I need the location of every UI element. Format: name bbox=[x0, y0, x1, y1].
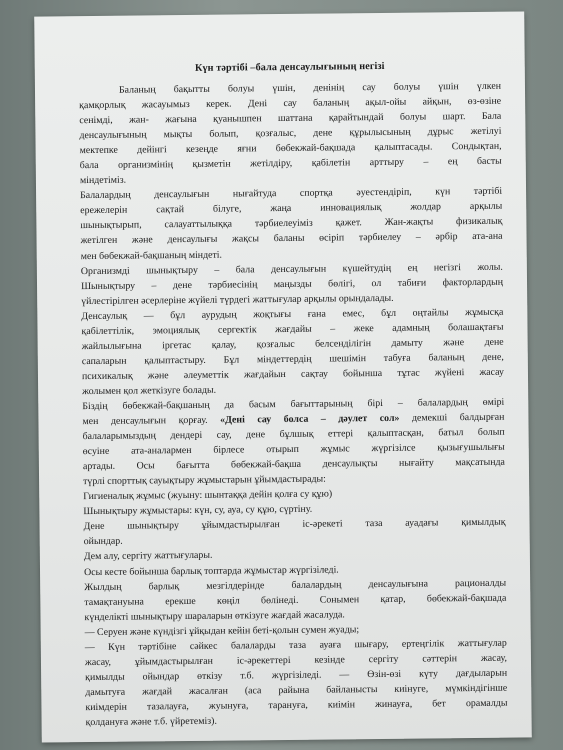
text-line: психикалық және әлеуметтік жағдайын сақтау бойынша тұтас жүйені жасау bbox=[81, 366, 505, 382]
text-line: шынықтырып, салауаттылыққа тәрбиелеуіміз қажет. Жан-жақты физикалық bbox=[80, 216, 503, 232]
text-line: жолымен қол жеткізуге болады. bbox=[82, 384, 217, 398]
text-line: күнделікті шынықтыру шараларын өткізуге жағдай жасалуда. bbox=[84, 609, 345, 623]
text-line: киімдерін тазалауға, жуынуға, тарануға, киімін жинауға, бет орамалды bbox=[85, 697, 508, 714]
text-line: Баланың бақытты болуы үшін, денінің сау болуы үшін үлкен bbox=[118, 80, 502, 96]
text-line: бала организмінің қызметін жетілдіру, қабілетін арттыру – ең басты bbox=[79, 155, 502, 172]
text-line: Біздің бөбекжай-бақшаның да басым бағыттарының бірі – балалардың өмірі bbox=[82, 396, 505, 413]
text-line: Дене шынықтыру ұйымдастырылған іс-әрекеті таза ауадағы қимылдық bbox=[83, 517, 506, 533]
text-line: жайлылығына іргетас қалау, қозғалыс белсенділігін дамыту және дене bbox=[81, 336, 504, 352]
text-line: өсуіне ата-аналармен бірлесе отырып жұмыс жүргізілсе қызығушылығы bbox=[82, 441, 505, 458]
text-line: сапаларын қалыптастыру. Бұл міндеттердің шешімін табуға баланың дене, bbox=[81, 351, 504, 367]
text-line: Шынықтыру – дене тәрбиесінің маңызды бөлігі, ол табиғи факторлардың bbox=[80, 276, 504, 292]
text-line: — Күн тәртібіне сәйкес балаларды таза ауаға шығару, ертеңгілік жаттығулар bbox=[84, 637, 507, 653]
paper-sheet bbox=[34, 11, 532, 742]
text-line: қамқорлық жасауымыз керек. Дені сау баланың ақыл-ойы айқын, өз-өзіне bbox=[79, 95, 502, 112]
text-line: қолдануға және т.б. үйретеміз). bbox=[85, 715, 217, 729]
text-line: ойындар. bbox=[83, 536, 123, 548]
text-line: міндетіміз. bbox=[79, 174, 127, 187]
text-line: Балалардың денсаулығын нығайтуда спортқа әуестендіріп, күн тәртібі bbox=[80, 186, 503, 202]
text-line: қабілеттілік, эмоциялық сергектік жағдайы – жеке адамның болашақтағы bbox=[81, 321, 504, 337]
quote-emphasis: «Дені сау болса – дәулет сол» bbox=[220, 412, 400, 426]
text-line: тамақтануына ерекше көңіл бөлінеді. Сонымен қатар, бөбекжай-бақшада bbox=[84, 592, 507, 608]
text-line: Организмді шынықтыру – бала денсаулығын күшейтудің ең негізгі жолы. bbox=[80, 261, 503, 277]
text-line: артады. Осы бағытта бөбекжай-бақша денсаулықты нығайту мақсатында bbox=[82, 456, 505, 473]
text-line: сенімді, жан- жағына қуанышпен шаттана қарайтындай болуы шарт. Бала bbox=[79, 110, 502, 127]
text-line: жетілген және денсаулығы жақсы баланы өсіріп тәрбиелеу – әрбір ата-ана bbox=[80, 231, 503, 247]
document-body bbox=[79, 79, 508, 730]
text-line: денсаулығының мықты болып, қозғалыс, дене құрылысының дұрыс жетілуі bbox=[79, 125, 502, 142]
text-line: дамытуға жағдай жасалған (аса райына байланысты киінуге, мүмкіндігінше bbox=[85, 682, 508, 698]
text-line: — Серуен және күндізгі ұйқыдан кейін беті-қолын сумен жуады; bbox=[84, 623, 360, 638]
text-line: Дем алу, сергіту жаттығулары. bbox=[83, 550, 213, 563]
text-line: Гигиеналық жұмыс (жуыну: шынтаққа дейін қолға су құю) bbox=[83, 488, 333, 503]
text-line: Жылдың барлық мезгілдерінде балалардың денсаулығына рационалды bbox=[84, 577, 507, 593]
text-line: түрлі спорттық сауықтыру жұмыстарын ұйымдастырады: bbox=[83, 473, 326, 488]
text-line: Осы кесте бойынша барлық топтарда жұмыстар жүргізіледі. bbox=[83, 563, 339, 578]
text-line: мен денсаулығын қорғау. «Дені сау болса – дәулет сол» демекші балдырған bbox=[82, 411, 505, 428]
text-line: ережелерін сақтай білуге, жаңа инновациялық жолдар арқылы bbox=[80, 201, 503, 217]
text-line: мен бөбекжай-бақшаның міндеті. bbox=[80, 249, 223, 262]
text-line: Денсаулық — бұл аурудың жоқтығы ғана емес, бұл оңтайлы жұмысқа bbox=[81, 306, 504, 322]
document-title: Күн тәртібі –бала денсаулығының негізі bbox=[194, 60, 385, 74]
text-line: үйлестірілген әсерлеріне жүйелі түрдегі жаттығулар арқылы орындалады. bbox=[81, 292, 394, 307]
text-line: мектепке дейінгі кезеңде яғни бөбекжай-бақшада қалыптасады. Сондықтан, bbox=[79, 140, 502, 157]
text-line: қимылды ойындар өткізу т.б. жүргізіледі. — Өзін-өзі күту дағдыларын bbox=[85, 667, 508, 683]
text-line: балаларымыздың дендері сау, дене бұлшық еттері қалыптасқан, батыл болып bbox=[82, 426, 505, 443]
text-line: Шынықтыру жұмыстары: күн, су, ауа, су құю, сүртіну. bbox=[83, 504, 313, 518]
text-line: жасау, ұйымдастырылған іс-әрекеттері кезінде сергіту сәттерін жасау, bbox=[84, 652, 508, 668]
